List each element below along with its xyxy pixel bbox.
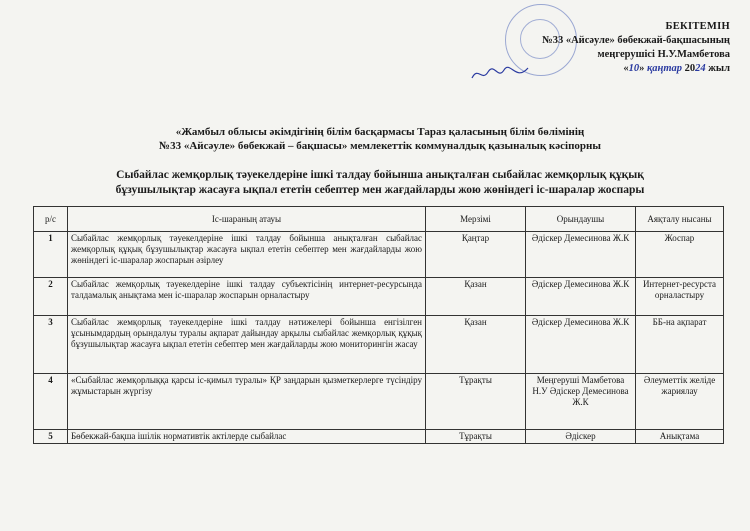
cell-term: Қаңтар xyxy=(426,232,526,278)
cell-term: Қазан xyxy=(426,278,526,316)
cell-result: Анықтама xyxy=(636,430,724,444)
cell-executor: Әдіскер Демесинова Ж.К xyxy=(526,316,636,374)
approval-date-day: 10 xyxy=(628,63,640,74)
col-header-result: Аяқталу нысаны xyxy=(636,207,724,232)
cell-num: 1 xyxy=(34,232,68,278)
approval-org: №33 «Айсәуле» бөбекжай-бақшасының xyxy=(542,35,730,46)
cell-name: Сыбайлас жемқорлық тәуекелдеріне ішкі талдау нәтижелері бойынша енгізілген ұсынымдардың орындалуы туралы ақпарат дайындау арқылы сыбайлас жемқорлық құқық бұзушылықтар жасауға ықпал ететін себептер мен жағдайларды жою мониторингін жасау xyxy=(68,316,426,374)
approval-label: БЕКІТЕМІН xyxy=(665,21,730,32)
cell-result: Әлеуметтік желіде жариялау xyxy=(636,374,724,430)
cell-num: 5 xyxy=(34,430,68,444)
action-plan-table xyxy=(33,206,724,444)
table-row xyxy=(34,278,724,316)
cell-executor: Әдіскер Демесинова Ж.К xyxy=(526,278,636,316)
cell-term: Тұрақты xyxy=(426,430,526,444)
table-row xyxy=(34,374,724,430)
table-row xyxy=(34,232,724,278)
col-header-num: р/с xyxy=(34,207,68,232)
cell-name: «Сыбайлас жемқорлыққа қарсы іс-қимыл туралы» ҚР заңдарын қызметкерлерге түсіндіру жұмыстарын жүргізу xyxy=(68,374,426,430)
cell-name: Сыбайлас жемқорлық тәуекелдеріне ішкі талдау субъектісінің интернет-ресурсында талдамалық анықтама мен іс-шаралар жоспарын орналастыру xyxy=(68,278,426,316)
col-header-name: Іс-шараның атауы xyxy=(68,207,426,232)
col-header-term: Мерзімі xyxy=(426,207,526,232)
cell-name: Бөбекжай-бақша ішілік нормативтік актілерде сыбайлас xyxy=(68,430,426,444)
cell-term: Қазан xyxy=(426,316,526,374)
cell-num: 4 xyxy=(34,374,68,430)
header-line-1: «Жамбыл облысы әкімдігінің білім басқармасы Тараз қаласының білім бөлімінің xyxy=(175,126,585,138)
table-header-row xyxy=(34,207,724,232)
approval-date: «10» қаңтар 2024 жыл xyxy=(623,63,730,74)
cell-name: Сыбайлас жемқорлық тәуекелдеріне ішкі талдау бойынша анықталған сыбайлас жемқорлық құқық бұзушылықтар жасауға ықпал ететін себептер мен жағдайларды жою жөніндегі іс-шаралар жоспарын әзірлеу xyxy=(68,232,426,278)
cell-num: 3 xyxy=(34,316,68,374)
cell-result: Жоспар xyxy=(636,232,724,278)
cell-num: 2 xyxy=(34,278,68,316)
signature xyxy=(470,64,530,84)
table-row xyxy=(34,316,724,374)
approval-year-word: жыл xyxy=(708,63,730,74)
title-line-2: бұзушылықтар жасауға ықпал ететін себептер мен жағдайларды жою жөніндегі іс-шаралар жоспары xyxy=(115,184,645,196)
cell-result: Интернет-ресурста орналастыру xyxy=(636,278,724,316)
cell-result: ББ-на ақпарат xyxy=(636,316,724,374)
table-row xyxy=(34,430,724,444)
approval-date-month: қаңтар xyxy=(646,63,683,74)
approval-year-suffix: 24 xyxy=(695,63,706,74)
cell-executor: Әдіскер xyxy=(526,430,636,444)
approval-year-prefix: 20 xyxy=(684,63,696,74)
cell-term: Тұрақты xyxy=(426,374,526,430)
cell-executor: Әдіскер Демесинова Ж.К xyxy=(526,232,636,278)
document-title xyxy=(60,168,700,198)
title-line-1: Сыбайлас жемқорлық тәуекелдеріне ішкі талдау бойынша анықталған сыбайлас жемқорлық құқық xyxy=(116,169,644,181)
cell-executor: Меңгеруші Мамбетова Н.У Әдіскер Демесинова Ж.К xyxy=(526,374,636,430)
col-header-executor: Орындаушы xyxy=(526,207,636,232)
header-line-2: №33 «Айсәуле» бөбекжай – бақшасы» мемлекеттік коммуналдық қазыналық кәсіпорны xyxy=(159,140,601,152)
approval-position: меңгерушісі Н.У.Мамбетова xyxy=(597,49,730,60)
